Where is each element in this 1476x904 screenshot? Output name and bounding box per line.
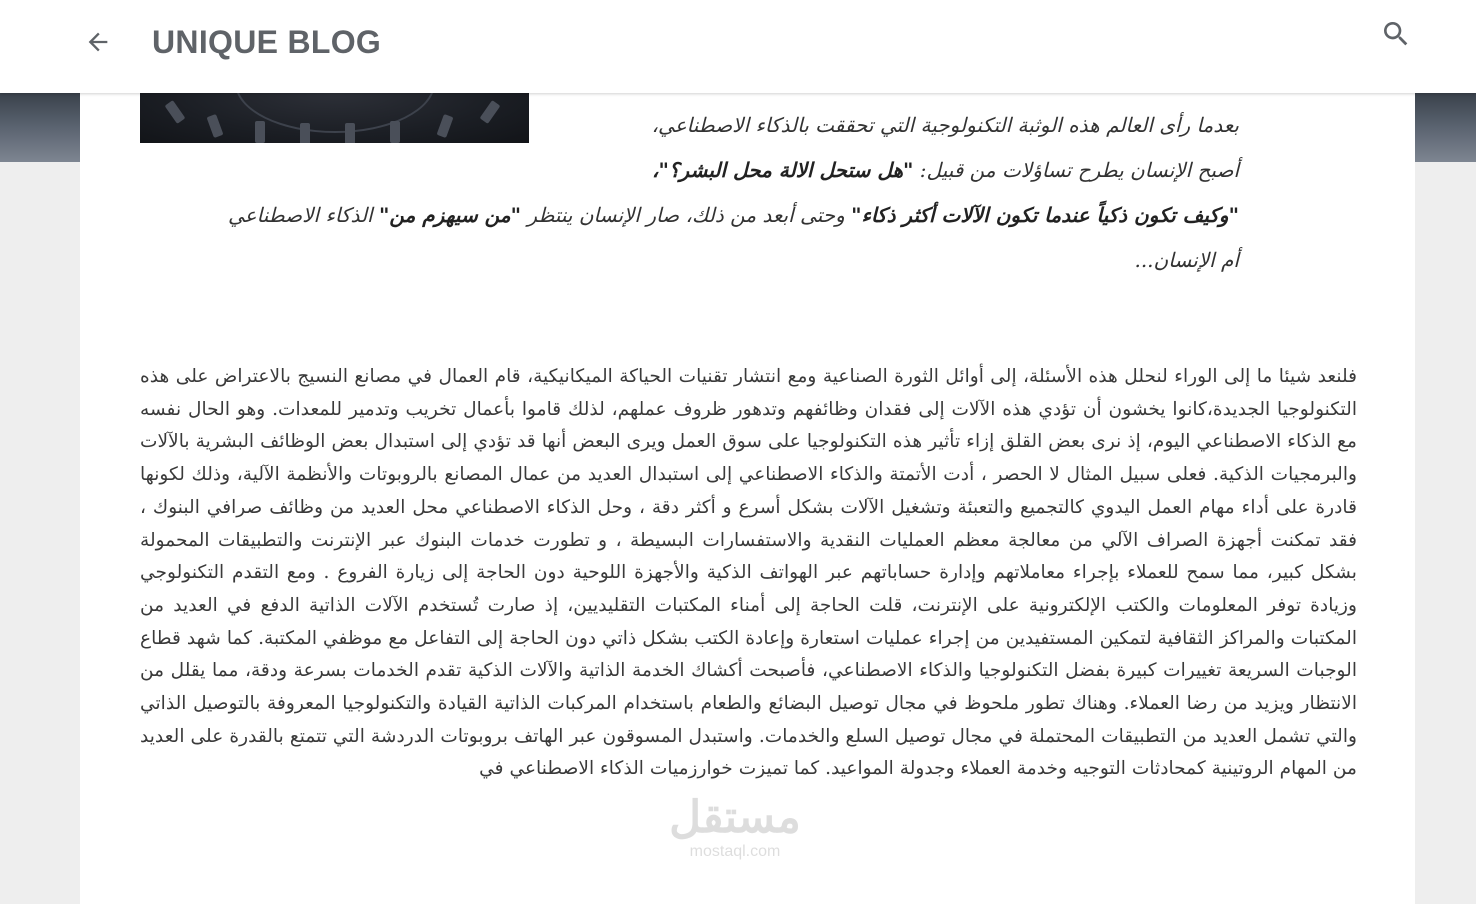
post-card [80,93,1415,904]
arrow-back-icon [84,28,112,56]
search-button[interactable] [1376,14,1416,54]
intro-question: "هل ستحل الالة محل البشر؟"، [652,158,914,182]
watermark-url: mostaql.com [689,843,781,860]
intro-line [210,148,1239,193]
intro-line [210,103,1239,148]
intro-question: "من سيهزم من" [378,203,522,227]
watermark-text: مستقل [669,793,801,842]
intro-text: أصبح الإنسان يطرح تساؤلات من قبيل: [913,158,1239,182]
search-icon [1380,18,1412,50]
blog-title[interactable]: UNIQUE BLOG [152,24,382,60]
intro-text: بعدما رأى العالم هذه الوثبة التكنولوجية التي تحققت بالذكاء الاصطناعي، [651,113,1239,137]
post-body: فلنعد شيئا ما إلى الوراء لنحلل هذه الأسئلة، إلى أوائل الثورة الصناعية ومع انتشار تقنيات الحياكة الميكانيكية، قام العمال في مصانع النسيج بالاعتراض على هذه التكنولوجيا الجديدة،كانوا يخشون أن تؤدي هذه الآلات إلى فقدان وظائفهم وتدهور ظروف عملهم، لذلك قاموا بأعمال تخريب وتدمير للمعدات. وهو الحال نفسه مع الذكاء الاصطناعي اليوم، إذ نرى بعض القلق إزاء تأثير هذه التكنولوجيا على سوق العمل ويرى البعض أنها قد تؤدي إلى استبدال بعض الوظائف البشرية بالآلات والبرمجيات الذكية. فعلى سبيل المثال لا الحصر ، أدت الأتمتة والذكاء الاصطناعي إلى استبدال العديد من عمال المصانع بالروبوتات والأنظمة الآلية، وذلك لكونها قادرة على أداء مهام العمل اليدوي كالتجميع والتعبئة وتشغيل الآلات بشكل أسرع و أكثر دقة ، وحل الذكاء الاصطناعي محل العديد من وظائف صرافي البنوك ، فقد تمكنت أجهزة الصراف الآلي من معالجة معظم العمليات النقدية والاستفسارات البسيطة ، و تطورت خدمات البنوك عبر الإنترنت والتطبيقات المحمولة بشكل كبير، مما سمح للعملاء بإجراء معاملاتهم وإدارة حساباتهم عبر الهواتف الذكية والأجهزة اللوحية دون الحاجة إلى زيارة الفروع . ومع التقدم التكنولوجي وزيادة توفر المعلومات والكتب الإلكترونية على الإنترنت، قلت الحاجة إلى أمناء المكتبات التقليديين، إذ صارت تُستخدم الآلات الذاتية الدفع في العديد من المكتبات والمراكز الثقافية لتمكين المستفيدين من إجراء عمليات استعارة وإعادة الكتب بشكل ذاتي دون الحاجة إلى التفاعل مع موظفي المكتبة. كما شهد قطاع الوجبات السريعة تغييرات كبيرة بفضل التكنولوجيا والذكاء الاصطناعي، فأصبحت أكشاك الخدمة الذاتية والآلات الذكية تقدم الخدمات بسرعة ودقة، مما يقلل من الانتظار ويزيد من رضا العملاء. وهناك تطور ملحوظ في مجال توصيل البضائع والطعام باستخدام المركبات الذاتية القيادة والتكنولوجيا المعروفة بالتوصيل الذاتي والتي تشمل العديد من التطبيقات المحتملة في مجال توصيل السلع والخدمات. واستبدل المسوقون عبر الهاتف بروبوتات الدردشة التي تتمتع بالقدرة على العديد من المهام الروتينية كمحادثات التوجيه وخدمة العملاء وجدولة المواعيد. كما تميزت خوارزميات الذكاء الاصطناعي في [140,366,1357,780]
back-button[interactable] [78,22,118,62]
intro-question: "وكيف تكون ذكياً عندما تكون الآلات أكثر ذكاء" [851,203,1239,227]
watermark-logo [635,793,835,883]
intro-line [210,193,1239,283]
app-bar [0,0,1476,93]
circuit-chip [165,100,186,124]
intro-text: وحتى أبعد من ذلك، صار الإنسان ينتظر [521,203,852,227]
post-intro [210,103,1239,283]
intro-text: الذكاء الاصطناعي أم الإنسان... [228,203,1239,272]
